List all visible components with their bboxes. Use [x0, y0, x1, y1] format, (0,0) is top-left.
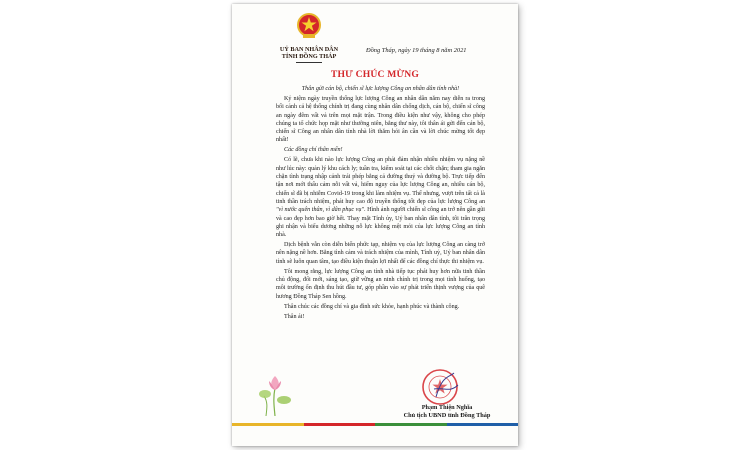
band-segment-green — [375, 423, 447, 426]
paragraph-3-part-a: Có lẽ, chưa khi nào lực lượng Công an phải đảm nhận nhiều nhiệm vụ nặng nề như lúc này: quản lý khu cách ly; tuần tra, kiểm soát tại các chốt chặn; tham gia ngăn chặn tình trạng nhập cảnh trái phép bằng cả đường thuỷ và đường bộ. Trực tiếp đến tận nơi mới thấu cảm nỗi vất vả, hiểm nguy của lực lượng Công an, nhiều cán bộ, chiến sĩ đã bị nhiễm Covid-19 trong khi làm nhiệm vụ. Thế nhưng, vượt trên tất cả là tinh thần trách nhiệm, phát huy cao độ truyền thống tốt đẹp của lực lượng Công an — [276, 157, 485, 205]
band-segment-yellow — [232, 423, 304, 426]
letter-body — [276, 85, 485, 323]
salutation: Thân gửi cán bộ, chiến sĩ lực lượng Công an nhân dân tỉnh nhà! — [301, 86, 460, 92]
paragraph-2: Các đồng chí thân mến! — [284, 147, 343, 154]
paragraph-1: Kỷ niệm ngày truyền thống lực lượng Công an nhân dân năm nay diễn ra trong bối cảnh cả hệ thống chính trị đang cùng nhân dân chống dịch, cán bộ, chiến sĩ công an ngày đêm vất vả trên mọi mặt trận. Trong điều kiện như vậy, không cho phép chúng ta tổ chức họp mặt như thường niên, bằng thư này, tôi thân ái gửi đến cán bộ, chiến sĩ Công an nhân dân tỉnh nhà lời thăm hỏi ân cần và lời chúc mừng tốt đẹp nhất! — [276, 95, 485, 144]
paragraph-3-part-b: . Hình ảnh người chiến sĩ công an trở nên gần gũi và cao đẹp hơn bao giờ hết. Thay mặt Tỉnh ủy, Uỷ ban nhân dân tỉnh, tôi trân trọng ghi nhận và biểu dương những nỗ lực không mệt mỏi của lực lượng Công an tỉnh nhà. — [276, 207, 485, 239]
paragraph-6: Thân chúc các đồng chí và gia đình sức khỏe, hạnh phúc và thành công. — [284, 303, 460, 310]
dateline: Đồng Tháp, ngày 19 tháng 8 năm 2021 — [366, 47, 467, 54]
official-seal-icon — [420, 367, 460, 407]
signer-name: Phạm Thiện Nghĩa — [421, 404, 473, 411]
paragraph-5: Tôi mong rằng, lực lượng Công an tỉnh nhà tiếp tục phát huy hơn nữa tinh thần chủ động, đổi mới, sáng tạo, giữ vững an ninh chính trị trong mọi tình huống, tạo môi trường ổn định thu hút đầu tư, góp phần vào sự phát triển thịnh vượng của quê hương Đồng Tháp Sen hồng. — [276, 268, 485, 300]
paragraph-3 — [276, 156, 485, 239]
org-line-2: TỈNH ĐỒNG THÁP — [281, 53, 337, 61]
org-line-1: UỶ BAN NHÂN DÂN — [279, 46, 339, 53]
band-segment-red — [304, 423, 376, 426]
national-emblem-icon — [296, 12, 322, 40]
paragraph-3-quote: "vì nước quên thân, vì dân phục vụ" — [276, 207, 364, 214]
signer-role: Chủ tịch UBND tỉnh Đồng Tháp — [403, 412, 491, 420]
letter-title: THƯ CHÚC MỪNG — [330, 69, 420, 80]
lotus-decoration-icon — [258, 372, 292, 416]
paragraph-4: Dịch bệnh vẫn còn diễn biến phức tạp, nhiệm vụ của lực lượng Công an càng trở nên nặng nề hơn. Bằng tình cảm và trách nhiệm của mình, Tỉnh uỷ, Uỷ ban nhân dân tỉnh sẽ luôn quan tâm, tạo điều kiện thuận lợi nhất để các đồng chí thực thi nhiệm vụ. — [276, 242, 485, 265]
org-underline — [296, 62, 322, 63]
signature-block — [392, 404, 502, 421]
band-segment-blue — [447, 423, 519, 426]
paragraph-7: Thân ái! — [284, 313, 305, 320]
footer-color-band — [232, 423, 518, 426]
issuing-organization — [270, 46, 348, 61]
